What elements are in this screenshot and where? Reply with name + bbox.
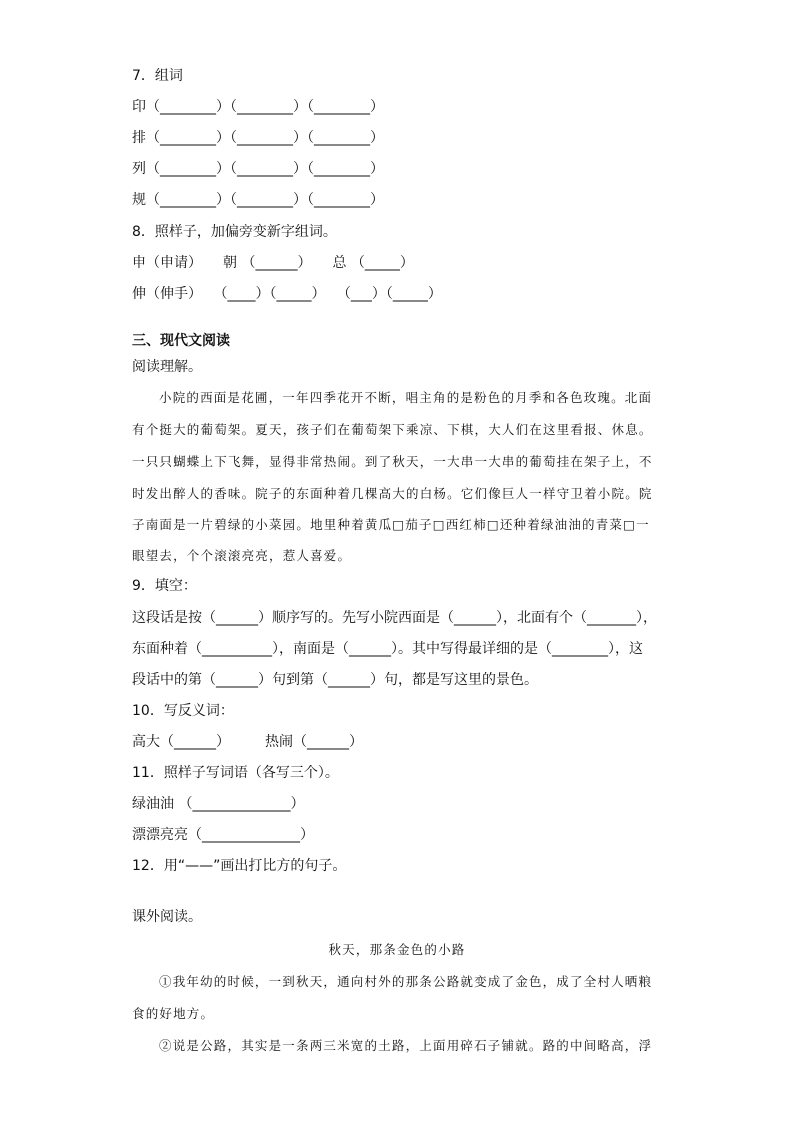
passage-line: 时发出醉人的香味。院子的东面种着几棵高大的白杨。它们像巨人一样守卫着小院。院 [132, 486, 653, 501]
passage-line: 小院的西面是花圃，一年四季花开不断，唱主角的是粉色的月季和各色玫瑰。北面 [159, 390, 653, 405]
q9-line: 这段话是按（______）顺序写的。先写小院西面是（______），北面有个（_______）， [132, 610, 657, 626]
story-line: ②说是公路，其实是一条两三米宽的土路，上面用碎石子铺就。路的中间略高，浮 [159, 1038, 653, 1053]
extra-title: 课外阅读。 [132, 909, 202, 925]
q8-title: 8．照样子，加偏旁变新字组词。 [132, 224, 337, 240]
q8-row-1: 申（申请） 朝 （______） 总 （_____） [132, 255, 414, 271]
q7-row-4: 规（________）（________）（________） [132, 192, 384, 208]
q8-row-2: 伸（伸手） （____）（_____） （___）（_____） [132, 286, 442, 302]
q7-row-1: 印（________）（________）（________） [132, 99, 384, 115]
q10-title: 10．写反义词： [132, 703, 234, 719]
passage-line: 一只只蝴蝶上下飞舞，显得非常热闹。到了秋天，一大串一大串的葡萄挂在架子上，不 [132, 454, 653, 469]
q7-row-2: 排（________）（________）（________） [132, 130, 384, 146]
story-title: 秋天，那条金色的小路 [328, 942, 466, 957]
section-title: 三、现代文阅读 [132, 333, 230, 349]
q9-line: 东面种着（__________），南面是（______）。其中写得最详细的是（________），这 [132, 641, 643, 657]
story-line: 食的好地方。 [132, 1006, 215, 1021]
passage-line: 子南面是一片碧绿的小菜园。地里种着黄瓜□茄子□西红柿□还种着绿油油的青菜□一 [132, 517, 650, 532]
q11-title: 11．照样子写词语（各写三个）。 [132, 765, 339, 781]
q9-title: 9．填空： [132, 578, 197, 594]
passage-line: 有个挺大的葡萄架。夏天，孩子们在葡萄架下乘凉、下棋，大人们在这里看报、休息。 [132, 422, 653, 437]
q7-title: 7．组词 [132, 68, 183, 84]
q11-row-1: 绿油油 （______________） [132, 796, 305, 812]
q12-title: 12．用“——”画出打比方的句子。 [132, 858, 347, 874]
q10-row: 高大（______） 热闹（______） [132, 734, 363, 750]
q7-row-3: 列（________）（________）（________） [132, 161, 384, 177]
q9-line: 段话中的第（______）句到第（______）句，都是写这里的景色。 [132, 672, 538, 688]
passage-line: 眼望去，个个滚滚亮亮，惹人喜爱。 [132, 548, 352, 563]
section-subtitle: 阅读理解。 [132, 359, 202, 375]
story-line: ①我年幼的时候，一到秋天，通向村外的那条公路就变成了金色，成了全村人晒粮 [159, 974, 653, 989]
q11-row-2: 漂漂亮亮（______________） [132, 827, 314, 843]
